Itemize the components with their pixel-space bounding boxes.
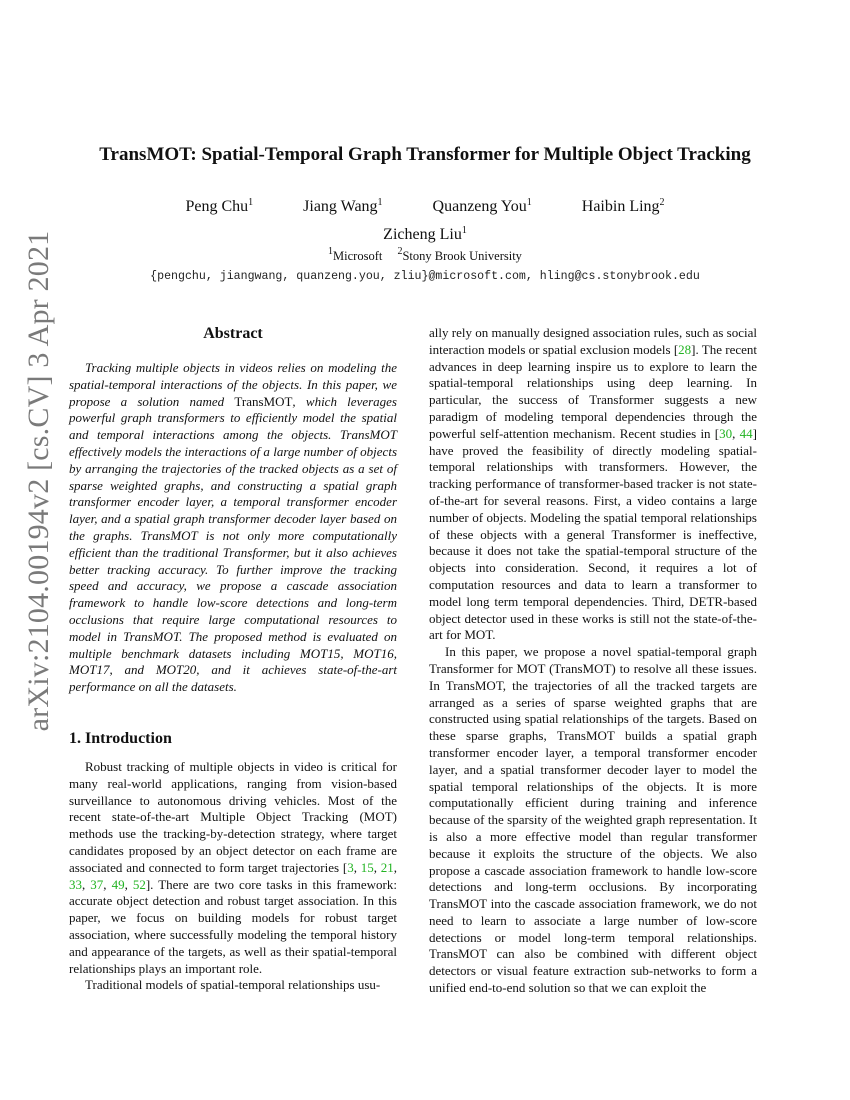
intro-paragraph: In this paper, we propose a novel spatial-temporal graph Transformer for MOT (TransMOT) to resolve all these issues. In TransMOT, the trajectories of all the tracked targets are arranged as a series of sparse weighted graphs that are constructed using spatial relationships of the targets. Based on these sparse graphs, TransMOT builds a spatial graph transformer encoder layer, a temporal transformer encoder layer, and a spatial transformer decoder layer to model the spatial temporal relationships of the objects. It is more computationally efficient during training and inference because of the sparsity of the weighted graph representation. It is also a more effective model than regular transformer because it exploits the structure of the objects. We also propose a cascade association framework to handle low-score detections and long-term occlusions. By incorporating TransMOT into the cascade association framework, we do not need to learn to associate a large number of low-score detections or model long-term temporal relationships. TransMOT can also be combined with different object detectors or visual feature extraction sub-networks to form a unified end-to-end solution so that we can exploit the (429, 644, 757, 996)
affiliation: $^1$Microsoft (328, 246, 383, 263)
paper-title: TransMOT: Spatial-Temporal Graph Transformer for Multiple Object Tracking (99, 144, 751, 165)
left-column (69, 325, 397, 994)
citation-link[interactable]: 15 (360, 859, 374, 875)
author-list (0, 198, 850, 216)
author: Zicheng Liu$^1$ (383, 225, 467, 243)
author: Haibin Ling$^2$ (581, 197, 665, 215)
author: Jiang Wang$^1$ (303, 197, 383, 215)
citation-link[interactable]: 33 (69, 876, 82, 892)
citation-link[interactable]: 30 (719, 425, 733, 441)
citation-link[interactable]: 21 (380, 859, 394, 875)
citation-link[interactable]: 49 (111, 876, 125, 892)
abstract-body: Tracking multiple objects in videos relies on modeling the spatial-temporal interactions of the objects. In this paper, we propose a solution named TransMOT, which leverages powerful graph transformers to efficiently model the spatial and temporal interactions among the objects. TransMOT effectively models the interactions of a large number of objects by arranging the trajectories of the tracked objects as a set of sparse weighted graphs, and constructing a spatial graph transformer encoder layer, a temporal transformer encoder layer, and a spatial graph transformer decoder layer based on the graphs. TransMOT is not only more computationally efficient than the traditional Transformer, but it also achieves better tracking accuracy. To further improve the tracking speed and accuracy, we propose a cascade association framework to handle low-score detections and long-term occlusions that require large computational resources to model in TransMOT. The proposed method is evaluated on multiple benchmark datasets including MOT15, MOT16, MOT17, and MOT20, and it achieves state-of-the-art performance on all the datasets. (69, 360, 397, 695)
arxiv-id: arXiv:2104.00194v2 [cs.CV] 3 Apr 2021 (22, 230, 55, 732)
intro-paragraph: Robust tracking of multiple objects in video is critical for many real-world applications, ranging from vision-based surveillance to autonomous driving vehicles. Most of the recent state-of-the-art Multiple Object Tracking (MOT) methods use the tracking-by-detection strategy, where target candidates proposed by an object detector on each frame are associated and connected to form target trajectories [3, 15, 21, 33, 37, 49, 52]. There are two core tasks in this framework: accurate object detection and robust target association. In this paper, we focus on building models for robust target association, where successfully modeling the temporal history and appearance of the targets, as well as their spatial-temporal relationships plays an important role. (69, 758, 398, 976)
affiliations (0, 246, 850, 264)
right-column (429, 325, 757, 997)
affiliation: $^2$Stony Brook University (397, 246, 522, 263)
section-heading-introduction: 1. Introduction (69, 729, 172, 747)
author: Quanzeng You$^1$ (432, 197, 532, 215)
abstract-heading: Abstract (203, 325, 263, 342)
citation-link[interactable]: 37 (90, 876, 104, 892)
intro-paragraph: Traditional models of spatial-temporal relationships usu- (85, 977, 381, 993)
citation-link[interactable]: 52 (132, 876, 146, 892)
author: Peng Chu$^1$ (185, 197, 254, 215)
citation-link[interactable]: 3 (347, 859, 354, 875)
author-emails: {pengchu, jiangwang, quanzeng.you, zliu}@microsoft.com, hling@cs.stonybrook.edu (150, 270, 700, 283)
citation-link[interactable]: 28 (678, 341, 692, 357)
intro-paragraph-continued: ally rely on manually designed association rules, such as social interaction models or spatial exclusion models [28]. The recent advances in deep learning inspire us to explore to learn the spatial-temporal relationships using deep learning. In particular, the success of Transformer suggests a new paradigm of modeling temporal dependencies through the powerful self-attention mechanism. Recent studies in [30, 44] have proved the feasibility of directly modeling spatial-temporal relationships with transformers. However, the tracking performance of transformer-based tracker is not state-of-the-art for several reasons. First, a video contains a large number of objects. Modeling the spatial temporal relationships of these objects with a general Transformer is ineffective, because it does not take the spatial-temporal structure of the objects into consideration. Second, it requires a lot of computation resources and data to learn a transformer to model long term temporal dependencies. Third, DETR-based object detector used in these works is still not the state-of-the-art for MOT. (429, 325, 758, 643)
citation-link[interactable]: 44 (739, 425, 753, 441)
